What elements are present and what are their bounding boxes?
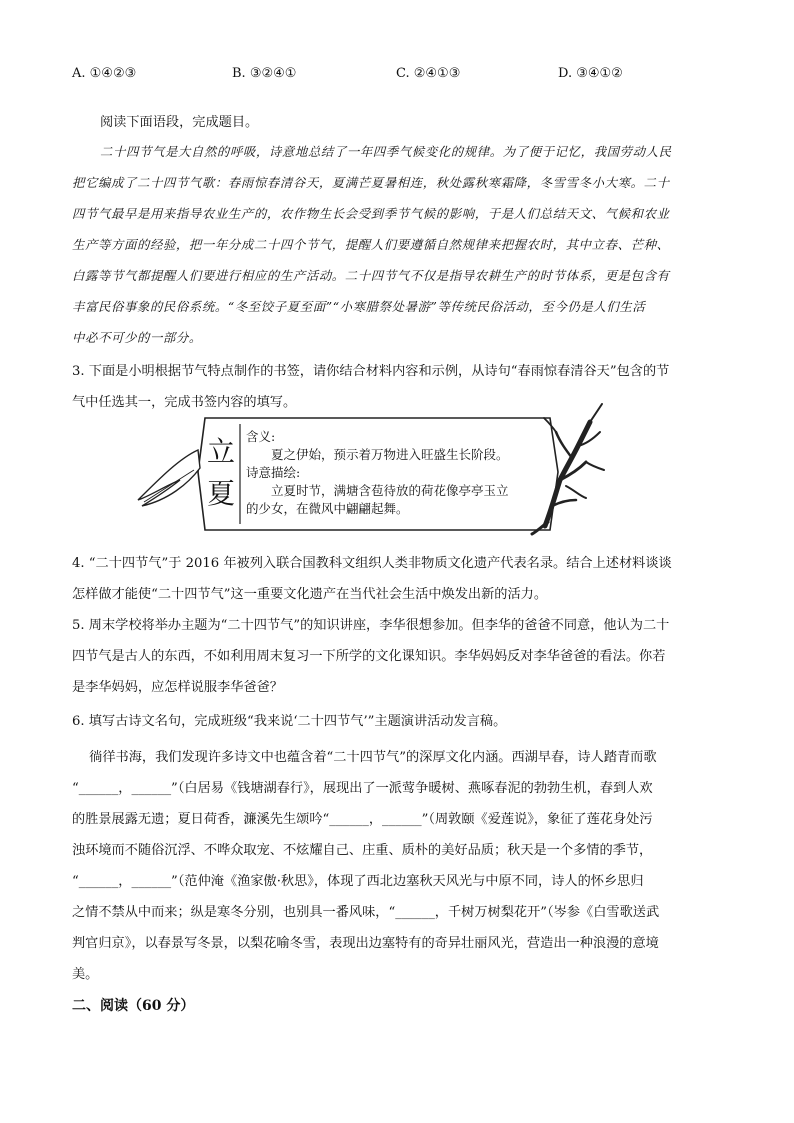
bookmark-label-meaning: 含义:: [246, 429, 276, 444]
question-4-line: 4. “二十四节气”于 2016 年被列入联合国教科文组织人类非物质文化遗产代表名录。结合上述材料谈谈: [72, 556, 672, 571]
q6-passage-line: 浊环境而不随俗沉浮、不哗众取宠、不炫耀自己、庄重、质朴的美好品质；秋天是一个多情的季节，: [72, 843, 653, 858]
q6-passage-line: “______，______”（白居易《钱塘湖春行》，展现出了一派莺争暖树、燕啄春泥的勃勃生机，春到人欢: [72, 781, 653, 796]
question-5-line: 四节气是古人的东西，不如利用周末复习一下所学的文化课知识。李华妈妈反对李华爸爸的看法。你若: [72, 649, 666, 664]
question-6: 6. 填写古诗文名句，完成班级“我来说‘二十四节气’”主题演讲活动发言稿。: [72, 714, 507, 729]
question-3-line: 3. 下面是小明根据节气特点制作的书签，请你结合材料内容和示例，从诗句“春雨惊春清谷天”包含的节: [72, 364, 670, 379]
bookmark-depiction-text: 立夏时节，满塘含苞待放的荷花像亭亭玉立: [246, 483, 509, 498]
q6-passage-line: “______，______”（范仲淹《渔家傲·秋思》，体现了西北边塞秋天风光与中原不同，诗人的怀乡思归: [72, 874, 644, 889]
question-3-line: 气中任选其一，完成书签内容的填写。: [72, 395, 297, 410]
q6-passage-line: 美。: [72, 967, 99, 982]
reading-intro: 阅读下面语段，完成题目。: [100, 115, 259, 130]
option-c: C. ②④①③: [396, 66, 461, 81]
bookmark-label-depiction: 诗意描绘:: [246, 465, 301, 480]
question-5-line: 5. 周末学校将举办主题为“二十四节气”的知识讲座，李华很想参加。但李华的爸爸不同意，他认为二十: [72, 618, 670, 633]
option-a: A. ①④②③: [72, 66, 137, 81]
bookmark-char-2: 夏: [207, 477, 236, 510]
q6-passage-line: 徜徉书海，我们发现许多诗文中也蕴含着“二十四节气”的深厚文化内涵。西湖早春，诗人踏青而歌: [76, 750, 657, 765]
option-d: D. ③④①②: [558, 66, 623, 81]
bookmark-meaning-text: 夏之伊始，预示着万物进入旺盛生长阶段。: [246, 447, 509, 462]
q6-passage-line: 之情不禁从中而来；纵是寒冬分别，也别具一番风味，“______，千树万树梨花开”（岑参《白雪歌送武: [72, 905, 660, 920]
q6-passage-line: 的胜景展露无遗；夏日荷香，濂溪先生颂吟“______，______”（周敦颐《爱莲说》，象征了莲花身处污: [72, 812, 653, 827]
passage-line: 把它编成了二十四节气歌：春雨惊春清谷天，夏满芒夏暑相连，秋处露秋寒霜降，冬雪雪冬小大寒。二十: [72, 175, 670, 190]
q6-passage-line: 判官归京》，以春景写冬景，以梨花喻冬雪，表现出边塞特有的奇异壮丽风光，营造出一种浪漫的意境: [72, 936, 659, 951]
passage-line: 二十四节气是大自然的呼吸，诗意地总结了一年四季气候变化的规律。为了便于记忆，我国劳动人民: [100, 144, 672, 159]
section-heading: 二、阅读（60 分）: [72, 998, 195, 1014]
passage-line: 白露等节气都提醒人们要进行相应的生产活动。二十四节气不仅是指导农耕生产的时节体系，更是包含有: [72, 268, 670, 283]
bookmark-depiction-text: 的少女，在微风中翩翩起舞。: [246, 501, 409, 516]
passage-line: 丰富民俗事象的民俗系统。“冬至饺子夏至面”“小寒腊祭处暑游”等传统民俗活动，至今仍是人们生活: [72, 299, 646, 314]
question-5-line: 是李华妈妈，应怎样说服李华爸爸？: [72, 680, 283, 695]
passage-line: 四节气最早是用来指导农业生产的，农作物生长会受到季节气候的影响，于是人们总结天文、气候和农业: [72, 206, 670, 221]
passage-line: 中必不可少的一部分。: [72, 330, 202, 345]
option-b: B. ③②④①: [232, 66, 297, 81]
question-4-line: 怎样做才能使“二十四节气”这一重要文化遗产在当代社会生活中焕发出新的活力。: [72, 587, 548, 602]
bookmark-char-1: 立: [207, 435, 236, 468]
passage-line: 生产等方面的经验，把一年分成二十四个节气，提醒人们要遵循自然规律来把握农时，其中立春、芒种、: [72, 237, 670, 252]
